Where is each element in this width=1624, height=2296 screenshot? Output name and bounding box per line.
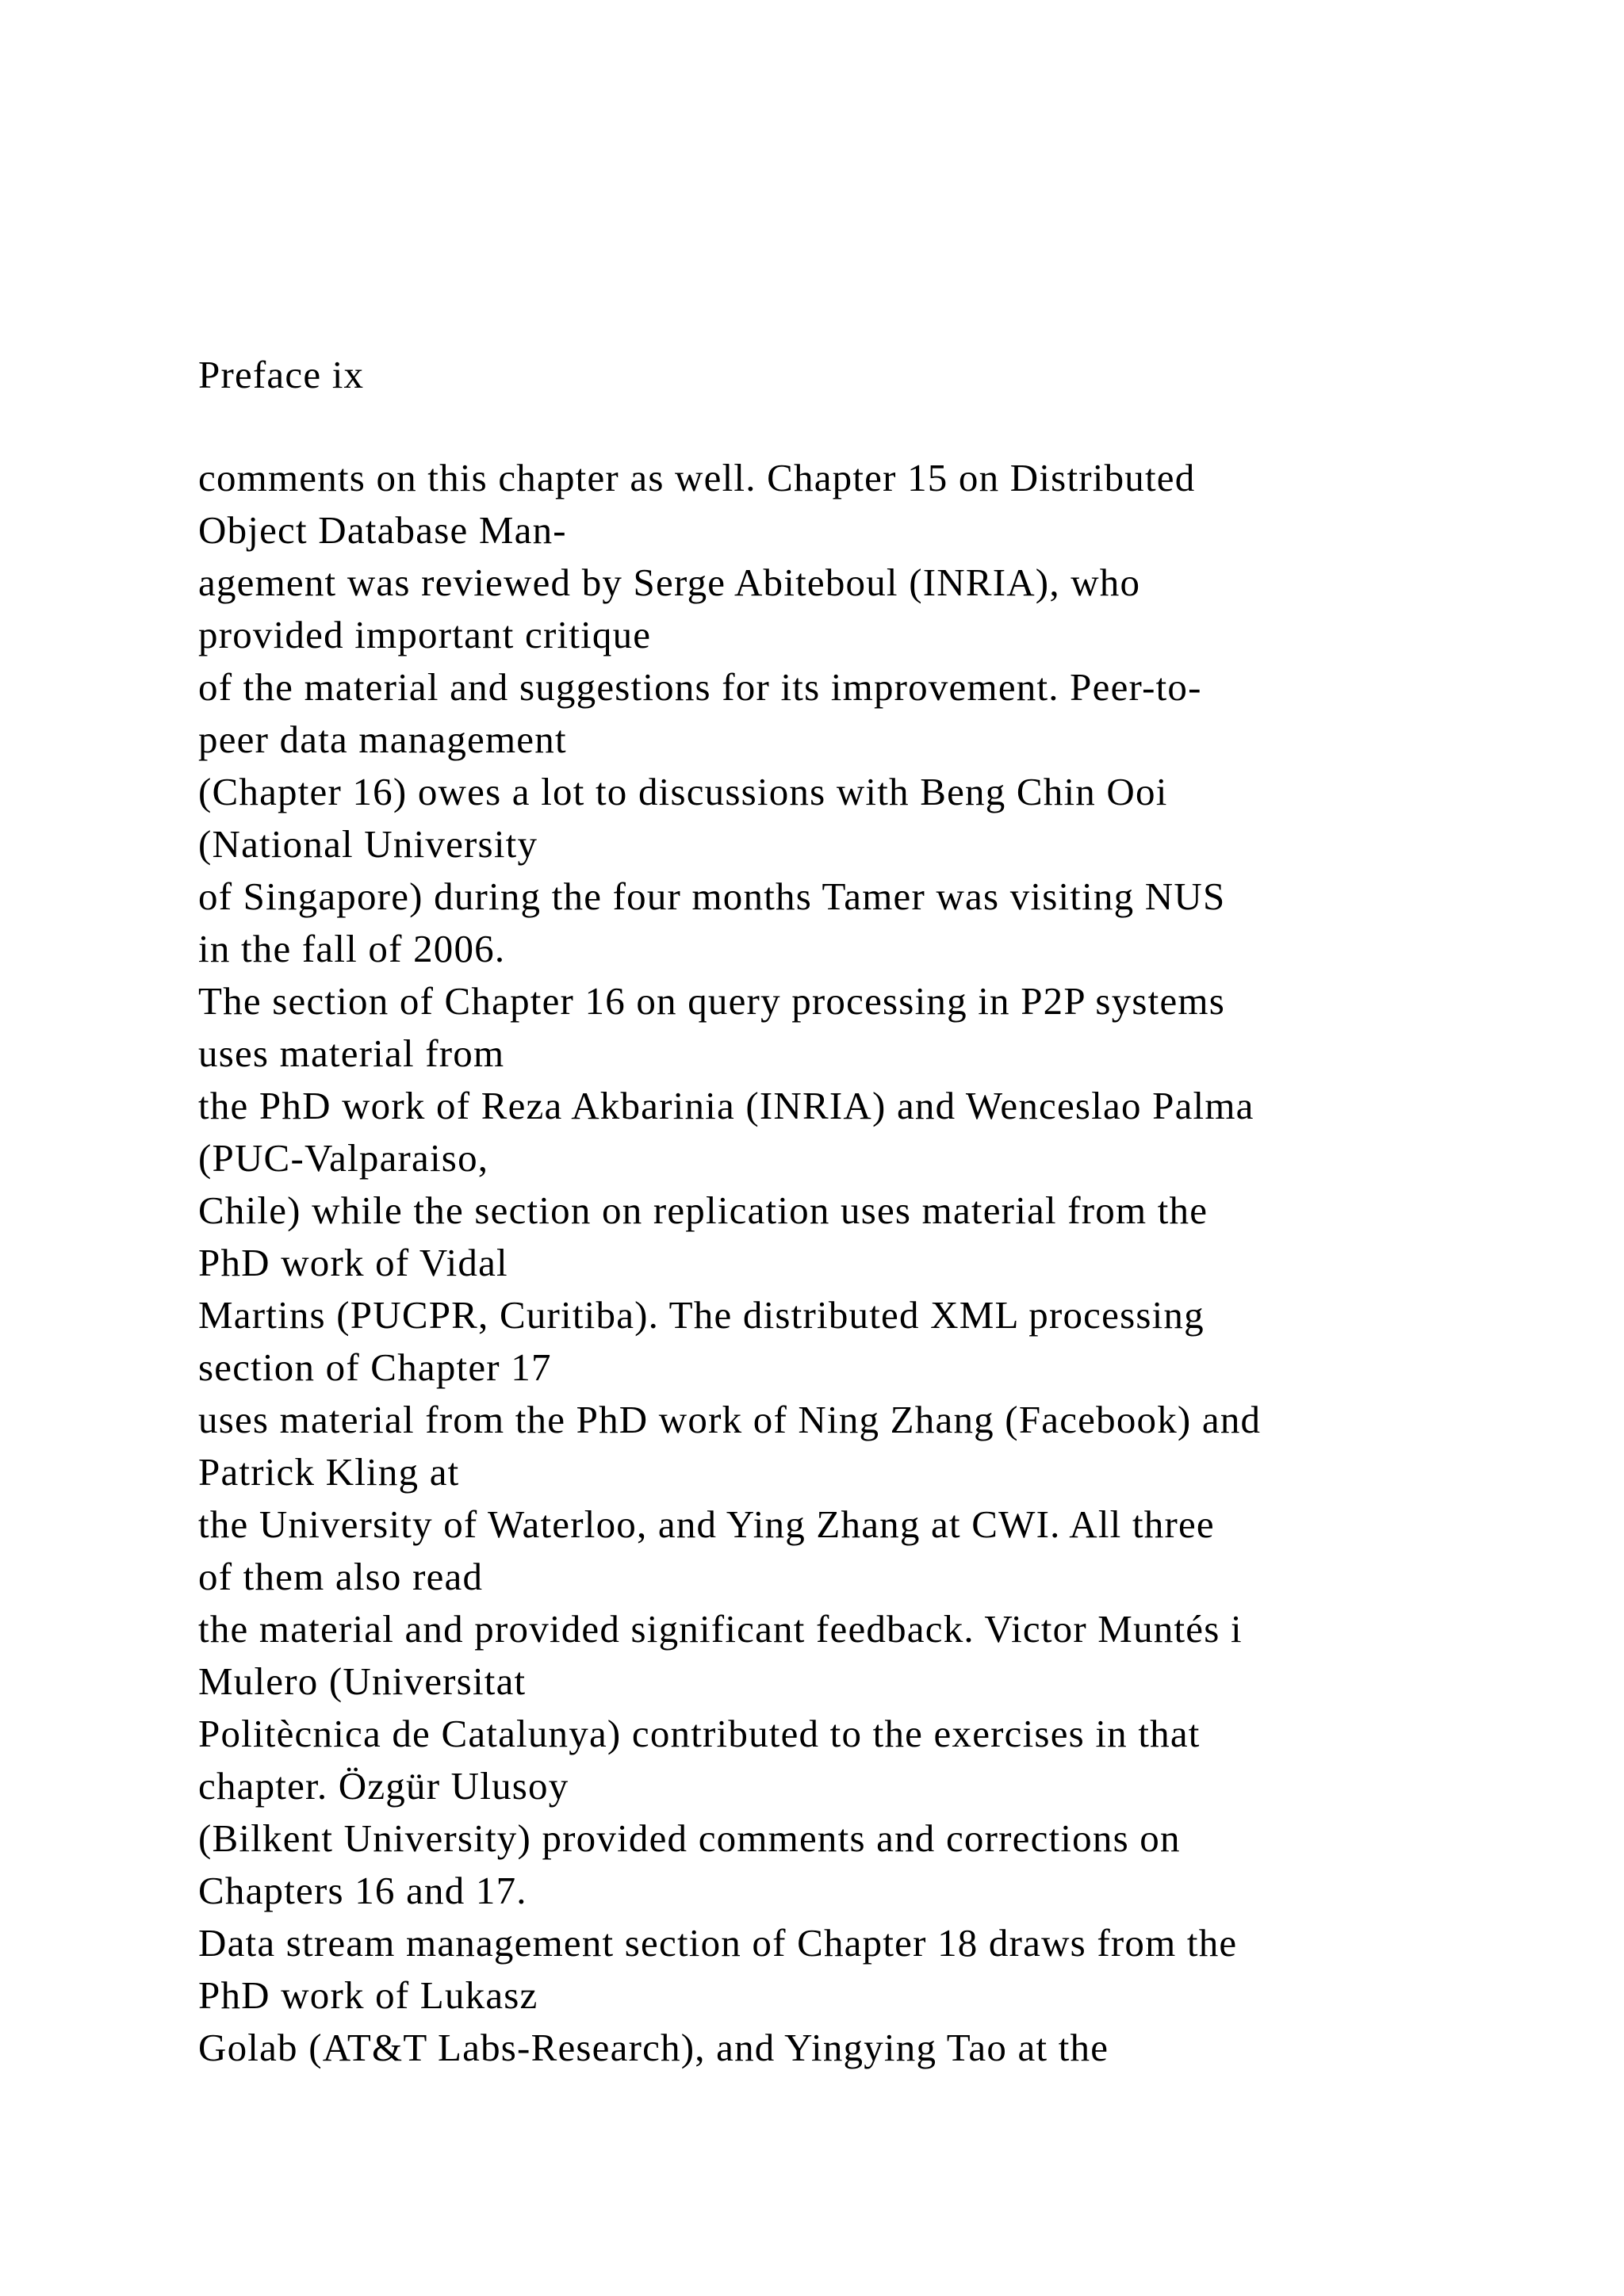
text-line: the material and provided significant feedback. Victor Muntés i [198, 1607, 1243, 1651]
text-line: PhD work of Lukasz [198, 1973, 538, 2017]
text-line: Martins (PUCPR, Curitiba). The distributed XML processing [198, 1293, 1205, 1337]
text-line: of them also read [198, 1555, 484, 1598]
text-line: the University of Waterloo, and Ying Zhang at CWI. All three [198, 1502, 1215, 1546]
text-line: provided important critique [198, 613, 652, 656]
text-line: Chile) while the section on replication uses material from the [198, 1188, 1208, 1232]
text-line: of the material and suggestions for its improvement. Peer-to- [198, 665, 1202, 709]
text-line: Politècnica de Catalunya) contributed to the exercises in that [198, 1712, 1201, 1755]
text-line: the PhD work of Reza Akbarinia (INRIA) and Wenceslao Palma [198, 1084, 1254, 1127]
text-line: Patrick Kling at [198, 1450, 460, 1494]
text-line: of Singapore) during the four months Tamer was visiting NUS [198, 874, 1226, 918]
text-line: section of Chapter 17 [198, 1345, 552, 1389]
text-line: comments on this chapter as well. Chapter 15 on Distributed [198, 456, 1196, 499]
text-line: Golab (AT&T Labs-Research), and Yingying Tao at the [198, 2026, 1109, 2069]
text-line: Chapters 16 and 17. [198, 1869, 527, 1912]
text-line: (National University [198, 822, 538, 866]
body-text [198, 452, 1546, 2074]
text-line: PhD work of Vidal [198, 1241, 508, 1284]
text-line: (Chapter 16) owes a lot to discussions with Beng Chin Ooi [198, 770, 1168, 813]
text-line: agement was reviewed by Serge Abiteboul (INRIA), who [198, 561, 1141, 604]
text-line: (PUC-Valparaiso, [198, 1136, 489, 1180]
text-line: uses material from [198, 1031, 505, 1075]
text-line: Data stream management section of Chapter 18 draws from the [198, 1921, 1238, 1965]
text-line: Mulero (Universitat [198, 1659, 527, 1703]
text-line: (Bilkent University) provided comments and corrections on [198, 1816, 1181, 1860]
text-line: chapter. Özgür Ulusoy [198, 1764, 569, 1808]
running-head: Preface ix [198, 353, 365, 396]
page-content [198, 349, 1546, 2074]
text-line: The section of Chapter 16 on query processing in P2P systems [198, 979, 1226, 1023]
text-line: peer data management [198, 718, 567, 761]
text-line: uses material from the PhD work of Ning Zhang (Facebook) and [198, 1398, 1262, 1441]
text-line: Object Database Man- [198, 508, 567, 552]
text-line: in the fall of 2006. [198, 927, 506, 970]
